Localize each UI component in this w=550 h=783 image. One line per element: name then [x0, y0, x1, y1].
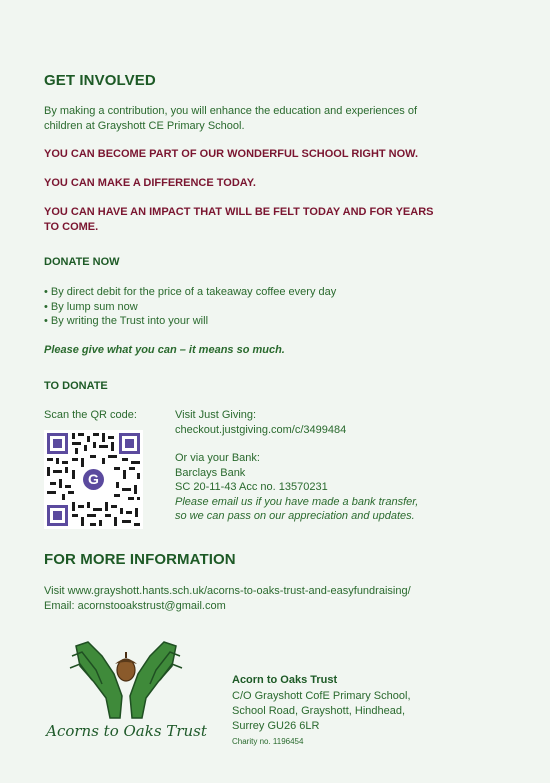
justgiving-link[interactable]: checkout.justgiving.com/c/3499484: [175, 423, 347, 436]
list-item: • By lump sum now: [44, 300, 138, 313]
trust-logo: [44, 636, 214, 746]
charity-number: Charity no. 1196454: [232, 737, 304, 746]
more-info-block: [44, 584, 411, 613]
bank-name: Barclays Bank: [175, 466, 246, 479]
intro-paragraph: [44, 104, 417, 133]
to-donate-heading: TO DONATE: [44, 380, 108, 392]
donation-qr-code[interactable]: [44, 430, 143, 529]
logo-text: Acorns to Oaks Trust: [46, 722, 207, 740]
qr-label: Scan the QR code:: [44, 409, 137, 421]
intro-line-2: children at Grayshott CE Primary School.: [44, 119, 245, 132]
donate-now-heading: DONATE NOW: [44, 256, 120, 268]
address-line-3: Surrey GU26 6LR: [232, 720, 320, 732]
list-item: • By direct debit for the price of a takeaway coffee every day: [44, 286, 337, 298]
justgiving-block: [175, 408, 346, 437]
email-link[interactable]: Email: acornstooakstrust@gmail.com: [44, 599, 226, 612]
hands-acorn-icon: [66, 636, 186, 721]
get-involved-heading: GET INVOLVED: [44, 72, 156, 89]
bank-label: Or via your Bank:: [175, 452, 260, 464]
intro-line-1: By making a contribution, you will enhance the education and experiences of: [44, 105, 418, 117]
bank-note-line-1: Please email us if you have made a bank transfer,: [175, 495, 419, 508]
address-line-2: School Road, Grayshott, Hindhead,: [232, 705, 406, 717]
slogan-impact-line-2: TO COME.: [44, 220, 99, 233]
slogan-make-difference: YOU CAN MAKE A DIFFERENCE TODAY.: [44, 177, 256, 189]
list-item: • By writing the Trust into your will: [44, 315, 209, 327]
address-line-1: C/O Grayshott CofE Primary School,: [232, 690, 411, 702]
justgiving-label: Visit Just Giving:: [175, 409, 257, 421]
trust-address-block: [232, 674, 411, 746]
org-name: Acorn to Oaks Trust: [232, 674, 338, 686]
website-link[interactable]: Visit www.grayshott.hants.sch.uk/acorns-to-oaks-trust-and-easyfundraising/: [44, 585, 411, 597]
slogan-impact-line-1: YOU CAN HAVE AN IMPACT THAT WILL BE FELT TODAY AND FOR YEARS: [44, 206, 434, 218]
donate-options-list: [44, 285, 336, 329]
give-plea: Please give what you can – it means so much.: [44, 344, 285, 356]
bank-account: SC 20-11-43 Acc no. 13570231: [175, 481, 328, 493]
slogan-impact: [44, 205, 434, 234]
more-info-heading: FOR MORE INFORMATION: [44, 551, 236, 568]
bank-note-line-2: so we can pass on our appreciation and updates.: [175, 510, 415, 522]
justgiving-g-icon: G: [88, 471, 99, 487]
bank-block: [175, 451, 418, 524]
slogan-become-part: YOU CAN BECOME PART OF OUR WONDERFUL SCHOOL RIGHT NOW.: [44, 148, 418, 160]
